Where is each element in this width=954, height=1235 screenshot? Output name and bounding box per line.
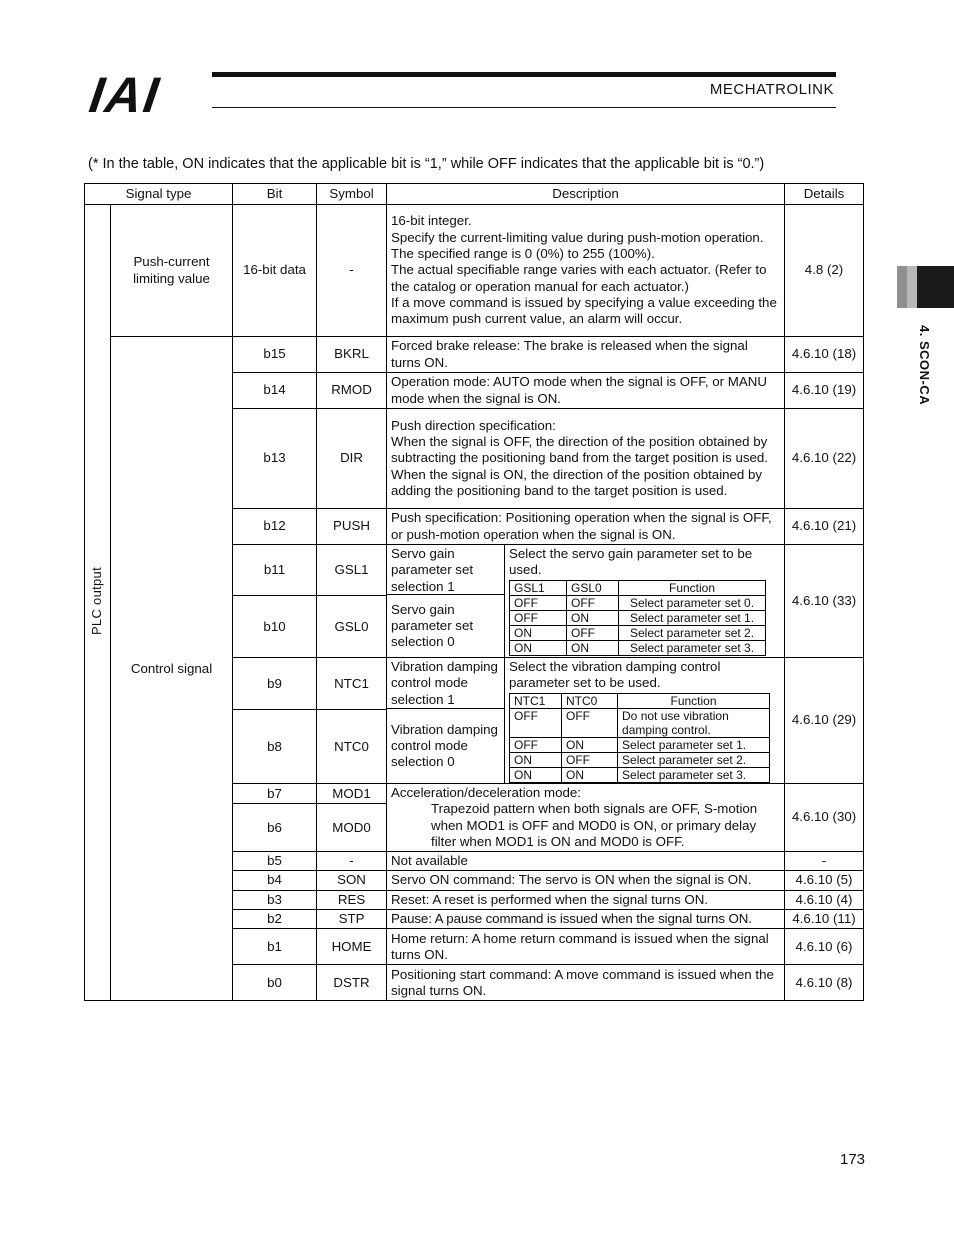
sub-cell: Select parameter set 2. — [618, 752, 770, 767]
sub-cell: Select parameter set 1. — [619, 610, 766, 625]
mod-description: Trapezoid pattern when both signals are OFF, S-motion when MOD1 is OFF and MOD0 is ON, or primary delay filter when MOD1 is ON and MOD0 is OFF. — [431, 801, 758, 849]
details-cell: 4.6.10 (19) — [785, 373, 864, 409]
bit-cell: b8 — [233, 710, 317, 784]
details-cell: 4.6.10 (4) — [785, 890, 864, 909]
description-cell: Servo ON command: The servo is ON when the signal is ON. — [387, 871, 785, 890]
bit-cell: b14 — [233, 373, 317, 409]
details-cell: 4.6.10 (8) — [785, 965, 864, 1001]
header-description: Description — [387, 184, 785, 205]
details-cell: 4.6.10 (6) — [785, 929, 864, 965]
sub-cell: Select parameter set 3. — [619, 640, 766, 655]
bit-cell: 16-bit data — [233, 205, 317, 337]
signal-type-push: Push-current limiting value — [111, 205, 233, 337]
sub-cell: OFF — [562, 752, 618, 767]
details-cell: 4.6.10 (30) — [785, 784, 864, 852]
gsl1-label: Servo gain parameter set selection 1 — [387, 545, 504, 595]
table-row — [85, 337, 864, 373]
details-cell: 4.6.10 (18) — [785, 337, 864, 373]
symbol-cell: NTC0 — [317, 710, 387, 784]
bit-cell: b7 — [233, 784, 317, 804]
chapter-tab-marker — [897, 266, 954, 308]
symbol-cell: STP — [317, 910, 387, 929]
sub-header: Function — [619, 580, 766, 595]
gsl-description-cell — [387, 545, 785, 658]
sub-cell: OFF — [510, 595, 567, 610]
header-bit: Bit — [233, 184, 317, 205]
ntc-description: Select the vibration damping control parameter set to be used. — [509, 659, 721, 691]
symbol-cell: MOD1 — [317, 784, 387, 804]
details-cell: - — [785, 852, 864, 871]
mod-title: Acceleration/deceleration mode: — [391, 785, 581, 800]
symbol-cell: GSL1 — [317, 545, 387, 596]
sub-cell: Select parameter set 2. — [619, 625, 766, 640]
ntc-description-cell — [387, 658, 785, 784]
bit-cell: b6 — [233, 804, 317, 852]
gsl-function-table — [509, 580, 766, 656]
company-logo: IAI — [86, 67, 164, 123]
header-rule-thick — [212, 72, 836, 77]
page-number: 173 — [840, 1151, 866, 1168]
header-rule-thin — [212, 107, 836, 108]
symbol-cell: DSTR — [317, 965, 387, 1001]
table-header-row — [85, 184, 864, 205]
bit-cell: b1 — [233, 929, 317, 965]
symbol-cell: RMOD — [317, 373, 387, 409]
sub-cell: OFF — [567, 625, 619, 640]
product-name: MECHATROLINK — [709, 81, 834, 98]
symbol-cell: BKRL — [317, 337, 387, 373]
description-cell: Forced brake release: The brake is released when the signal turns ON. — [387, 337, 785, 373]
bit-cell: b5 — [233, 852, 317, 871]
symbol-cell: - — [317, 205, 387, 337]
symbol-cell: NTC1 — [317, 658, 387, 710]
details-cell: 4.8 (2) — [785, 205, 864, 337]
description-cell: Home return: A home return command is issued when the signal turns ON. — [387, 929, 785, 965]
header-symbol: Symbol — [317, 184, 387, 205]
header-details: Details — [785, 184, 864, 205]
description-cell: Pause: A pause command is issued when the signal turns ON. — [387, 910, 785, 929]
sub-cell: OFF — [567, 595, 619, 610]
sub-header: GSL0 — [567, 580, 619, 595]
sub-cell: ON — [510, 640, 567, 655]
gsl0-label: Servo gain parameter set selection 0 — [391, 601, 474, 650]
ntc0-label: Vibration damping control mode selection 0 — [391, 721, 498, 770]
details-cell: 4.6.10 (33) — [785, 545, 864, 658]
description-cell: Positioning start command: A move command is issued when the signal turns ON. — [387, 965, 785, 1001]
sub-header: Function — [618, 693, 770, 708]
mod-description-cell — [387, 784, 785, 852]
bit-cell: b15 — [233, 337, 317, 373]
symbol-cell: SON — [317, 871, 387, 890]
symbol-cell: - — [317, 852, 387, 871]
symbol-cell: HOME — [317, 929, 387, 965]
bit-cell: b9 — [233, 658, 317, 710]
ntc-function-table — [509, 693, 770, 783]
sub-cell: Do not use vibration damping control. — [618, 708, 770, 737]
sub-cell: ON — [562, 737, 618, 752]
bit-cell: b0 — [233, 965, 317, 1001]
details-cell: 4.6.10 (22) — [785, 409, 864, 509]
bit-cell: b13 — [233, 409, 317, 509]
signal-type-control: Control signal — [111, 337, 233, 1001]
sub-cell: Select parameter set 1. — [618, 737, 770, 752]
details-cell: 4.6.10 (11) — [785, 910, 864, 929]
sub-cell: OFF — [510, 737, 562, 752]
bit-cell: b2 — [233, 910, 317, 929]
bit-cell: b11 — [233, 545, 317, 596]
sub-cell: OFF — [510, 708, 562, 737]
sub-cell: OFF — [510, 610, 567, 625]
bit-cell: b12 — [233, 509, 317, 545]
gsl-description: Select the servo gain parameter set to be used. — [509, 546, 753, 578]
symbol-cell: DIR — [317, 409, 387, 509]
sub-cell: Select parameter set 0. — [619, 595, 766, 610]
chapter-tab-label: 4. SCON-CA — [917, 325, 932, 406]
group-label: PLC output — [89, 566, 105, 635]
description-cell: Push direction specification: When the signal is OFF, the direction of the position obtained by subtracting the positioning band from the target position is used. When the signal is ON, the direction of the position obtained by adding the positioning band to the target position is used. — [387, 409, 785, 509]
sub-cell: OFF — [562, 708, 618, 737]
symbol-cell: PUSH — [317, 509, 387, 545]
details-cell: 4.6.10 (21) — [785, 509, 864, 545]
symbol-cell: RES — [317, 890, 387, 909]
ntc1-label: Vibration damping control mode selection 1 — [387, 658, 504, 709]
sub-cell: ON — [510, 625, 567, 640]
details-cell: 4.6.10 (29) — [785, 658, 864, 784]
sub-cell: ON — [562, 767, 618, 782]
symbol-cell: GSL0 — [317, 596, 387, 658]
sub-header: NTC1 — [510, 693, 562, 708]
bit-cell: b10 — [233, 596, 317, 658]
sub-cell: ON — [567, 610, 619, 625]
table-note: (* In the table, ON indicates that the applicable bit is “1,” while OFF indicates that the applicable bit is “0.”) — [88, 156, 765, 172]
plc-output-table — [84, 183, 864, 1001]
sub-header: GSL1 — [510, 580, 567, 595]
description-cell: 16-bit integer. Specify the current-limiting value during push-motion operation. The specified range is 0 (0%) to 255 (100%). The actual specifiable range varies with each actuator. (Refer to the catalog or operation manual for each actuator.) If a move command is issued by specifying a value exceeding the maximum push current value, an alarm will occur. — [387, 205, 785, 337]
description-cell: Reset: A reset is performed when the signal turns ON. — [387, 890, 785, 909]
group-cell — [85, 205, 111, 1001]
symbol-cell: MOD0 — [317, 804, 387, 852]
sub-cell: ON — [510, 752, 562, 767]
bit-cell: b4 — [233, 871, 317, 890]
description-cell: Not available — [387, 852, 785, 871]
sub-cell: ON — [510, 767, 562, 782]
sub-cell: Select parameter set 3. — [618, 767, 770, 782]
description-cell: Operation mode: AUTO mode when the signal is OFF, or MANU mode when the signal is ON. — [387, 373, 785, 409]
details-cell: 4.6.10 (5) — [785, 871, 864, 890]
sub-cell: ON — [567, 640, 619, 655]
table-row — [85, 205, 864, 337]
description-cell: Push specification: Positioning operation when the signal is OFF, or push-motion operation when the signal is ON. — [387, 509, 785, 545]
bit-cell: b3 — [233, 890, 317, 909]
sub-header: NTC0 — [562, 693, 618, 708]
header-signal-type: Signal type — [85, 184, 233, 205]
